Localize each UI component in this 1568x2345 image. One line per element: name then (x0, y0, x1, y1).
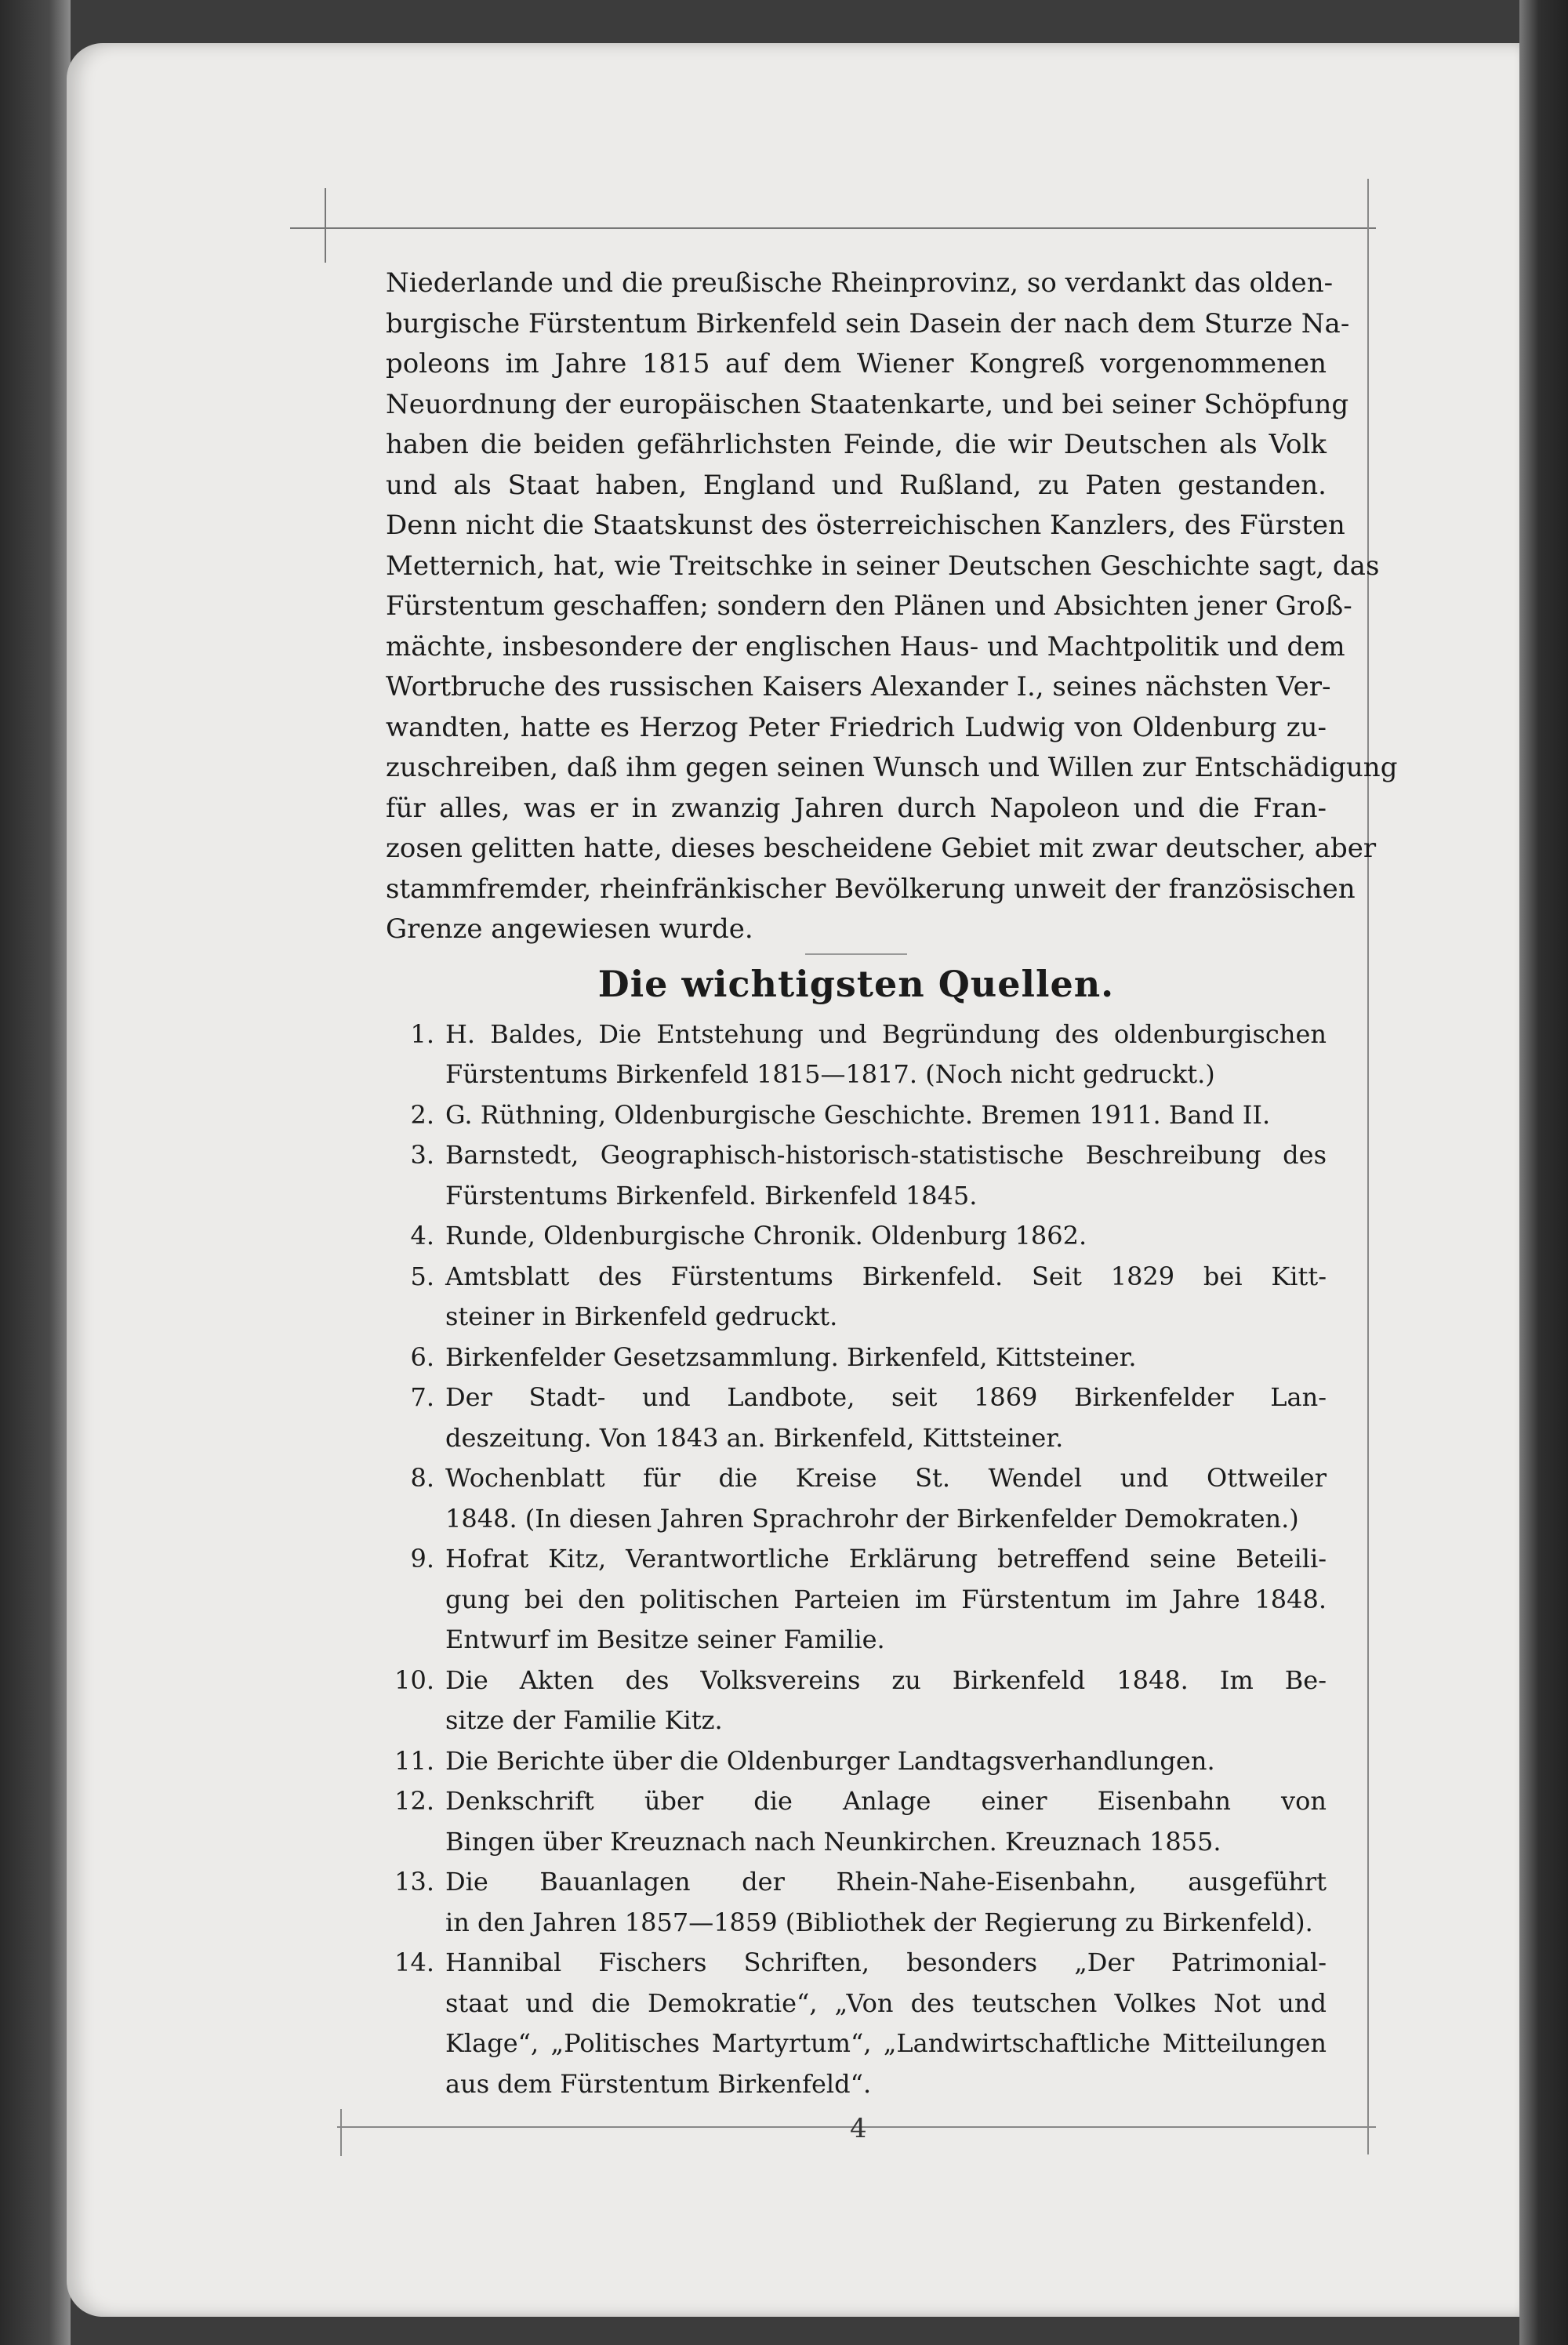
section-heading: Die wichtigsten Quellen. (597, 962, 1115, 1005)
source-number: 5. (410, 1261, 434, 1291)
paragraph-line: wandten, hatte es Herzog Peter Friedrich Ludwig von Oldenburg zu- (386, 711, 1327, 743)
page-content (386, 263, 1398, 2104)
body-paragraph (386, 263, 1398, 950)
source-line: Fürstentums Birkenfeld. Birkenfeld 1845. (445, 1180, 978, 1211)
source-line: Wochenblatt für die Kreise St. Wendel und Ottweiler (445, 1463, 1327, 1493)
source-number: 2. (410, 1099, 434, 1130)
paragraph-line: zuschreiben, daß ihm gegen seinen Wunsch und Willen zur Entschädigung (386, 752, 1398, 783)
source-line: steiner in Birkenfeld gedruckt. (445, 1301, 838, 1331)
frame-rule-left (325, 188, 326, 263)
page-number: 4 (850, 2113, 867, 2144)
paragraph-line: Neuordnung der europäischen Staatenkarte, und bei seiner Schöpfung (386, 388, 1349, 420)
source-number: 11. (394, 1745, 434, 1776)
source-item (386, 1539, 1327, 1661)
paragraph-line: Metternich, hat, wie Treitschke in seiner Deutschen Geschichte sagt, das (386, 550, 1380, 582)
frame-rule-top (290, 227, 1376, 229)
source-line: Entwurf im Besitze seiner Familie. (445, 1624, 885, 1654)
source-line: sitze der Familie Kitz. (445, 1705, 723, 1735)
source-item (386, 1661, 1327, 1741)
source-line: Die Berichte über die Oldenburger Landtagsverhandlungen. (445, 1745, 1215, 1776)
paragraph-line: Grenze angewiesen wurde. (386, 913, 753, 945)
book-spine-shadow (0, 0, 71, 2345)
source-line: deszeitung. Von 1843 an. Birkenfeld, Kittsteiner. (445, 1422, 1064, 1453)
source-number: 12. (394, 1786, 434, 1816)
paragraph-line: für alles, was er in zwanzig Jahren durch Napoleon und die Fran- (386, 792, 1327, 824)
source-number: 9. (410, 1544, 434, 1574)
source-item (386, 1781, 1327, 1862)
source-line: aus dem Fürstentum Birkenfeld“. (445, 2068, 872, 2099)
source-line: Amtsblatt des Fürstentums Birkenfeld. Seit 1829 bei Kitt- (445, 1261, 1327, 1291)
source-line: Die Akten des Volksvereins zu Birkenfeld 1848. Im Be- (445, 1664, 1327, 1695)
paragraph-line: poleons im Jahre 1815 auf dem Wiener Kongreß vorgenommenen (386, 348, 1327, 379)
source-line: Bingen über Kreuznach nach Neunkirchen. Kreuznach 1855. (445, 1826, 1221, 1857)
source-item (386, 1943, 1327, 2104)
source-item (386, 1338, 1327, 1378)
paragraph-line: Wortbruche des russischen Kaisers Alexander I., seines nächsten Ver- (386, 671, 1331, 702)
source-line: Denkschrift über die Anlage einer Eisenbahn von (445, 1786, 1327, 1816)
source-line: 1848. (In diesen Jahren Sprachrohr der Birkenfelder Demokraten.) (445, 1503, 1299, 1534)
frame-rule-right (1367, 179, 1369, 2154)
source-item (386, 1216, 1327, 1257)
paragraph-line: Niederlande und die preußische Rheinprovinz, so verdankt das olden- (386, 267, 1334, 299)
source-line: Hannibal Fischers Schriften, besonders „Der Patrimonial- (445, 1948, 1327, 1977)
source-line: Hofrat Kitz, Verantwortliche Erklärung betreffend seine Beteili- (445, 1544, 1327, 1574)
source-number: 4. (410, 1221, 434, 1251)
source-number: 10. (394, 1664, 434, 1695)
source-line: in den Jahren 1857—1859 (Bibliothek der Regierung zu Birkenfeld). (445, 1907, 1313, 1937)
source-item (386, 1741, 1327, 1782)
source-line: gung bei den politischen Parteien im Fürstentum im Jahre 1848. (445, 1584, 1327, 1614)
source-item (386, 1015, 1327, 1095)
source-line: Birkenfelder Gesetzsammlung. Birkenfeld, Kittsteiner. (445, 1341, 1137, 1372)
source-line: Barnstedt, Geographisch-historisch-statistische Beschreibung des (445, 1140, 1327, 1170)
source-number: 14. (394, 1948, 434, 1977)
source-number: 1. (410, 1018, 434, 1049)
paragraph-line: und als Staat haben, England und Rußland, zu Paten gestanden. (386, 469, 1327, 501)
paragraph-line: Denn nicht die Staatskunst des österreichischen Kanzlers, des Fürsten (386, 510, 1345, 541)
source-number: 8. (410, 1463, 434, 1493)
source-number: 13. (394, 1867, 434, 1897)
source-line: Runde, Oldenburgische Chronik. Oldenburg 1862. (445, 1221, 1087, 1251)
paragraph-line: zosen gelitten hatte, dieses bescheidene Gebiet mit zwar deutscher, aber (386, 833, 1377, 864)
source-item (386, 1458, 1327, 1539)
source-line: H. Baldes, Die Entstehung und Begründung des oldenburgischen (445, 1018, 1327, 1049)
frame-rule-left-bottom (340, 2109, 342, 2156)
paragraph-line: haben die beiden gefährlichsten Feinde, die wir Deutschen als Volk (386, 429, 1327, 460)
source-number: 6. (410, 1341, 434, 1372)
source-number: 7. (410, 1382, 434, 1412)
source-item (386, 1095, 1327, 1136)
source-item (386, 1862, 1327, 1943)
source-line: Fürstentums Birkenfeld 1815—1817. (Noch nicht gedruckt.) (445, 1059, 1215, 1089)
paragraph-line: Fürstentum geschaffen; sondern den Plänen und Absichten jener Groß- (386, 590, 1352, 622)
book-edge-shadow (1519, 0, 1568, 2345)
source-item (386, 1135, 1327, 1216)
source-line: Die Bauanlagen der Rhein-Nahe-Eisenbahn, ausgeführt (445, 1867, 1327, 1897)
source-item (386, 1378, 1327, 1458)
paragraph-line: mächte, insbesondere der englischen Haus- und Machtpolitik und dem (386, 630, 1345, 662)
paragraph-line: stammfremder, rheinfränkischer Bevölkerung unweit der französischen (386, 873, 1356, 905)
source-number: 3. (410, 1140, 434, 1170)
source-line: G. Rüthning, Oldenburgische Geschichte. Bremen 1911. Band II. (445, 1099, 1271, 1130)
section-divider (805, 953, 907, 955)
paragraph-line: burgische Fürstentum Birkenfeld sein Dasein der nach dem Sturze Na- (386, 307, 1350, 339)
source-item (386, 1257, 1327, 1338)
source-line: Der Stadt- und Landbote, seit 1869 Birkenfelder Lan- (445, 1382, 1327, 1412)
source-line: staat und die Demokratie“, „Von des teutschen Volkes Not und (445, 1987, 1327, 2018)
source-line: Klage“, „Politisches Martyrtum“, „Landwirtschaftliche Mitteilungen (445, 2028, 1327, 2058)
sources-list (386, 1015, 1327, 2105)
